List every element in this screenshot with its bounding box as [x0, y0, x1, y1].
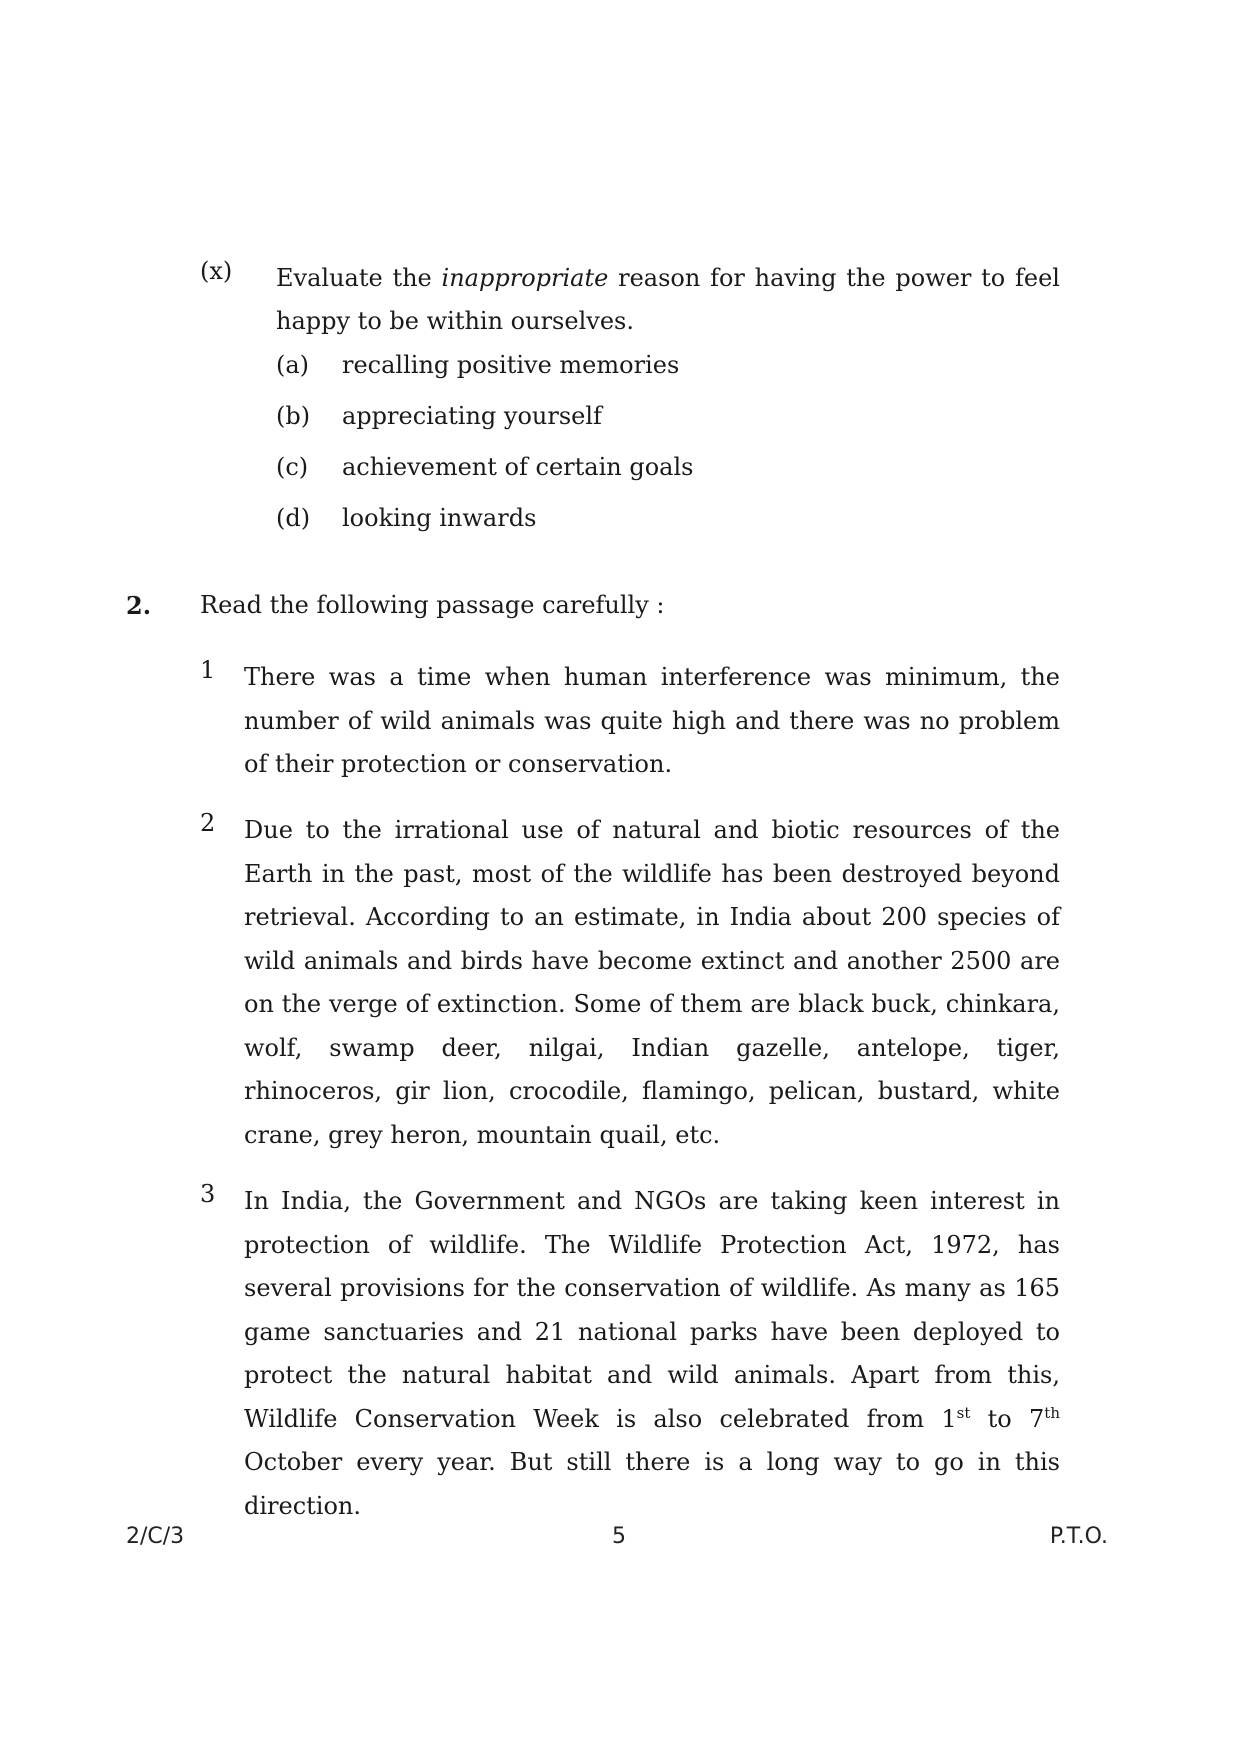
- paragraph-text-part: In India, the Government and NGOs are taking keen interest in protection of wildlife. The Wildlife Protection Act, 1972, has several provisions for the conservation of wildlife. As many as 165 game sanctuaries and 21 national parks have been deployed to protect the natural habitat and wild animals. Apart from this, Wildlife Conservation Week is also celebrated from 1: [244, 1187, 1060, 1433]
- ordinal-superscript: th: [1044, 1403, 1060, 1422]
- question-2-instruction: Read the following passage carefully :: [200, 591, 665, 619]
- question-2-number: 2.: [126, 591, 152, 620]
- stem-text-end: reason for having the power to feel happy to be within ourselves.: [276, 264, 1060, 335]
- option-text: appreciating yourself: [342, 402, 602, 430]
- paragraph-text: Due to the irrational use of natural and biotic resources of the Earth in the past, most of the wildlife has been destroyed beyond retrieval. According to an estimate, in India about 200 species of wild animals and birds have become extinct and another 2500 are on the verge of extinction. Some of them are black buck, chinkara, wolf, swamp deer, nilgai, Indian gazelle, antelope, tiger, rhinoceros, gir lion, crocodile, flamingo, pelican, bustard, white crane, grey heron, mountain quail, etc.: [244, 816, 1060, 1149]
- question-number: (x): [200, 257, 233, 285]
- paragraph-text-part: to 7: [970, 1404, 1045, 1433]
- option-label: (b): [276, 402, 311, 430]
- option-label: (d): [276, 504, 311, 532]
- stem-text-start: Evaluate the: [276, 264, 442, 292]
- option-label: (c): [276, 453, 309, 481]
- stem-emphasis: inappropriate: [441, 264, 609, 292]
- option-text: achievement of certain goals: [342, 453, 694, 481]
- paragraph-text-part: October every year. But still there is a long way to go in this direction.: [244, 1448, 1060, 1520]
- ordinal-superscript: st: [956, 1403, 971, 1422]
- question-stem: [276, 257, 1060, 343]
- option-text: looking inwards: [342, 504, 537, 532]
- paragraph-number: 1: [200, 656, 216, 684]
- paragraph-number: 2: [200, 809, 216, 837]
- paragraph-text: [244, 1180, 1060, 1528]
- option-text: recalling positive memories: [342, 351, 680, 379]
- please-turn-over: P.T.O.: [1049, 1524, 1108, 1549]
- page-number: 5: [612, 1524, 626, 1549]
- option-label: (a): [276, 351, 310, 379]
- paper-code: 2/C/3: [126, 1524, 185, 1549]
- paragraph-text: There was a time when human interference was minimum, the number of wild animals was quite high and there was no problem of their protection or conservation.: [244, 663, 1060, 778]
- paragraph-number: 3: [200, 1180, 216, 1208]
